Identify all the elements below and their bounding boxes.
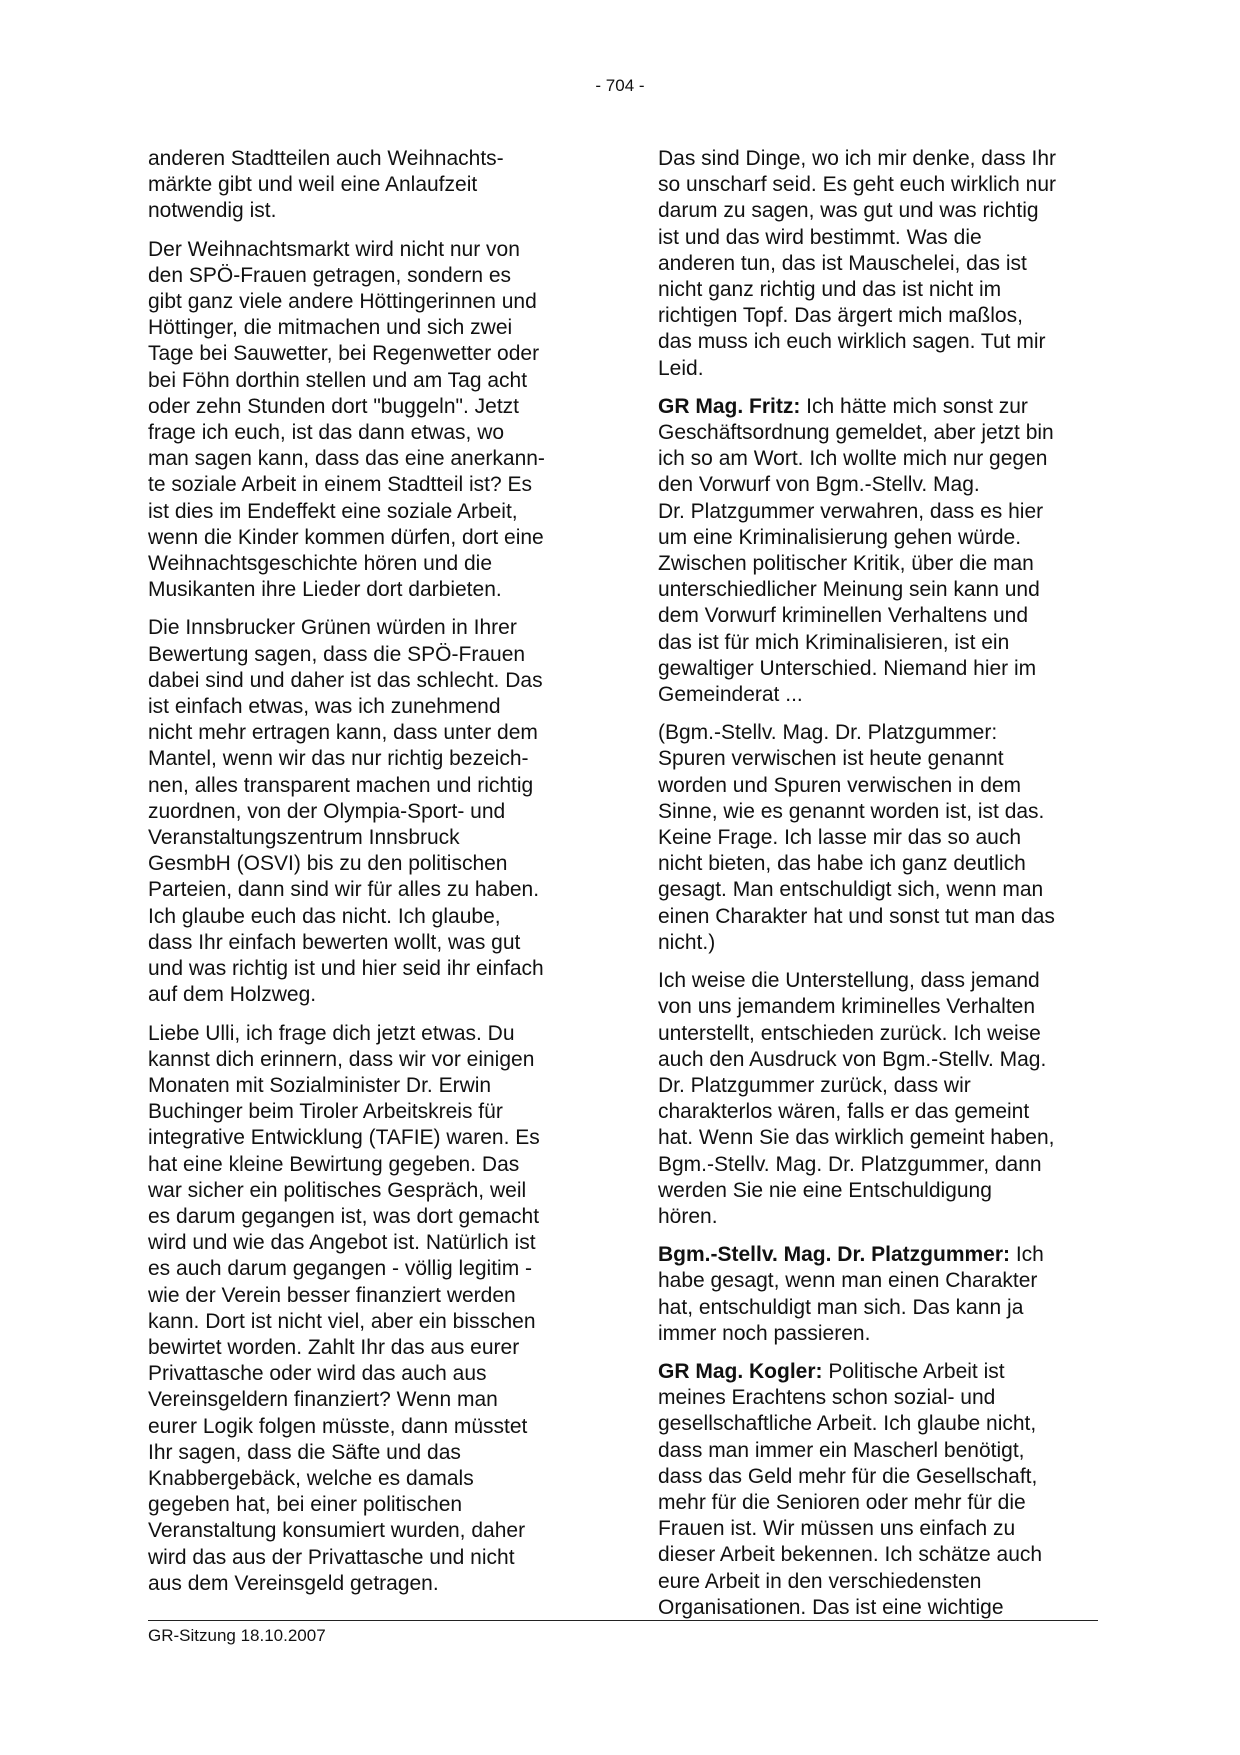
left-column [148,146,588,1609]
paragraph-text: Ich weise die Unterstellung, dass jemand von uns jemandem kriminelles Verhalten unterstellt, entschieden zurück. Ich weise auch den Ausdruck von Bgm.-Stellv. Mag. Dr. Platzgummer zurück, dass wir charakterlos wären, falls er das gemeint hat. Wenn Sie das wirklich gemeint haben, Bgm.-Stellv. Mag. Dr. Platzgummer, dann werden Sie nie eine Entschuldigung hören. [658,969,1055,1228]
paragraph [658,1242,1098,1347]
paragraph [658,720,1098,956]
paragraph-text: Politische Arbeit ist meines Erachtens schon sozial- und gesellschaftliche Arbeit. Ich glaube nicht, dass man immer ein Mascherl benötigt, dass das Geld mehr für die Gesellschaft, mehr für die Senioren oder mehr für die Frauen ist. Wir müssen uns einfach zu dieser Arbeit bekennen. Ich schätze auch eure Arbeit in den verschiedensten Organisationen. Das ist eine wichtige [658,1359,1043,1619]
paragraph-text: Liebe Ulli, ich frage dich jetzt etwas. Du kannst dich erinnern, dass wir vor einigen Monaten mit Sozialminister Dr. Erwin Buchinger beim Tiroler Arbeitskreis für integrative Entwicklung (TAFIE) waren. Es hat eine kleine Bewirtung gegeben. Das war sicher ein politisches Gespräch, weil es darum gegangen ist, was dort gemacht wird und wie das Angebot ist. Natürlich ist es auch darum gegangen - völlig legitim - wie der Verein besser finanziert werden kann. Dort ist nicht viel, aber ein bisschen bewirtet worden. Zahlt Ihr das aus eurer Privattasche oder wird das auch aus Vereinsgeldern finanziert? Wenn man eurer Logik folgen müsste, dann müsstet Ihr sagen, dass die Säfte und das Knabbergebäck, welche es damals gegeben hat, bei einer politischen Veranstaltung konsumiert wurden, daher wird das aus der Privattasche und nicht aus dem Vereinsgeld getragen. [148,1021,540,1595]
paragraph [658,394,1098,708]
speaker-name: GR Mag. Kogler: [658,1359,823,1383]
footer-divider [148,1620,1098,1621]
speaker-name: Bgm.-Stellv. Mag. Dr. Platzgummer: [658,1243,1011,1267]
paragraph-text: Die Innsbrucker Grünen würden in Ihrer Bewertung sagen, dass die SPÖ-Frauen dabei sind und daher ist das schlecht. Das ist einfach etwas, was ich zunehmend nicht mehr ertragen kann, dass unter dem Mantel, wenn wir das nur richtig bezeich- nen, alles transparent machen und richtig zuordnen, von der Olympia-Sport- und Veranstaltungszentrum Innsbruck GesmbH (OSVI) bis zu den politischen Parteien, dann sind wir für alles zu haben. Ich glaube euch das nicht. Ich glaube, dass Ihr einfach bewerten wollt, was gut und was richtig ist und hier seid ihr einfach auf dem Holzweg. [148,616,544,1007]
paragraph [658,1359,1098,1621]
right-column [658,146,1098,1633]
paragraph [658,968,1098,1230]
paragraph [148,1021,588,1597]
paragraph-text: Das sind Dinge, wo ich mir denke, dass Ihr so unscharf seid. Es geht euch wirklich nur darum zu sagen, was gut und was richtig ist und das wird bestimmt. Was die anderen tun, das ist Mauschelei, das ist nicht ganz richtig und das ist nicht im richtigen Topf. Das ärgert mich maßlos, das muss ich euch wirklich sagen. Tut mir Leid. [658,147,1057,380]
paragraph [148,237,588,604]
paragraph-text: Ich hätte mich sonst zur Geschäftsordnung gemeldet, aber jetzt bin ich so am Wort. Ich wollte mich nur gegen den Vorwurf von Bgm.-Stellv. Mag. Dr. Platzgummer verwahren, dass es hier um eine Kriminalisierung gehen würde. Zwischen politischer Kritik, über die man unterschiedlicher Meinung sein kann und dem Vorwurf kriminellen Verhaltens und das ist für mich Kriminalisieren, ist ein gewaltiger Unterschied. Niemand hier im Gemeinderat ... [658,394,1054,707]
footer-text: GR-Sitzung 18.10.2007 [148,1626,326,1645]
page-number: - 704 - [595,76,645,95]
paragraph [148,146,588,225]
paragraph-text: (Bgm.-Stellv. Mag. Dr. Platzgummer: Spuren verwischen ist heute genannt worden und Spuren verwischen in dem Sinne, wie es genannt worden ist, ist das. Keine Frage. Ich lasse mir das so auch nicht bieten, das habe ich ganz deutlich gesagt. Man entschuldigt sich, wenn man einen Charakter hat und sonst tut man das nicht.) [658,721,1055,954]
paragraph-text: Ich habe gesagt, wenn man einen Charakter hat, entschuldigt man sich. Das kann ja immer noch passieren. [658,1243,1044,1345]
paragraph-text: anderen Stadtteilen auch Weihnachts- märkte gibt und weil eine Anlaufzeit notwendig ist. [148,147,504,223]
paragraph-text: Der Weihnachtsmarkt wird nicht nur von den SPÖ-Frauen getragen, sondern es gibt ganz viele andere Höttingerinnen und Höttinger, die mitmachen und sich zwei Tage bei Sauwetter, bei Regenwetter oder bei Föhn dorthin stellen und am Tag acht oder zehn Stunden dort "buggeln". Jetzt frage ich euch, ist das dann etwas, wo man sagen kann, dass das eine anerkann- te soziale Arbeit in einem Stadtteil ist? Es ist dies im Endeffekt eine soziale Arbeit, wenn die Kinder kommen dürfen, dort eine Weihnachtsgeschichte hören und die Musikanten ihre Lieder dort darbieten. [148,237,545,602]
paragraph [148,615,588,1008]
speaker-name: GR Mag. Fritz: [658,394,801,418]
paragraph [658,146,1098,382]
